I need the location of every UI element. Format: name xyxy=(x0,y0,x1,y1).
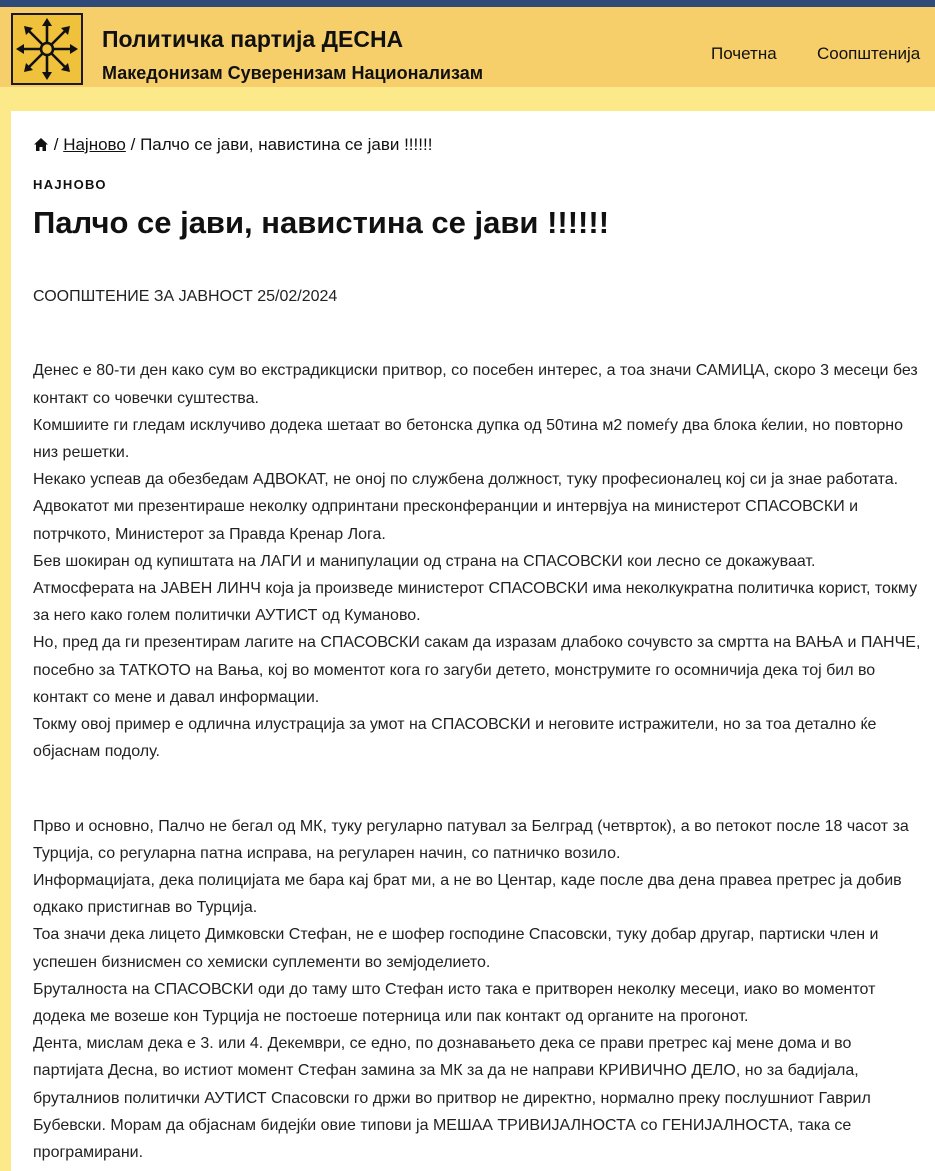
article-category[interactable]: НАЈНОВО xyxy=(33,177,107,192)
breadcrumb-separator: / xyxy=(130,135,136,154)
article-paragraph: Комшиите ги гледам исклучиво додека шетаат во бетонска дупка од 50тина м2 помеѓу два блока ќелии, но повторно низ решетки. xyxy=(33,416,903,461)
article-paragraph: Некако успеав да обезбедам АДВОКАТ, не оној по службена должност, туку професионалец кој си ја знае работата. xyxy=(33,471,899,489)
article-paragraph: Но, пред да ги презентирам лагите на СПАСОВСКИ сакам да изразам длабоко сочувсто за смртта на ВАЊА и ПАНЧЕ, посебно за ТАТКОТО на Вања, кој во моментот кога го загуби детето, монструмите го осомничија дека тој бил во контакт со мене и давал информации. xyxy=(33,634,921,706)
site-header xyxy=(0,7,935,87)
article-paragraph: Дента, мислам дека е 3. или 4. Декември, се едно, по дознавањето дека се прави претрес кај мене дома и во партијата Десна, во истиот момент Стефан замина за МК за да не направи КРИВИЧНО ДЕЛО, но за бадијала, бруталниов политички АУТИСТ Спасовски го држи во притвор не директно, нормално преку послушниот Гаврил Бубевски. Морам да објаснам бидејќи овие типови ја МЕШАА ТРИВИЈАЛНОСТА со ГЕНИЈАЛНОСТА, така се програмирани. xyxy=(33,1035,871,1162)
home-icon[interactable] xyxy=(33,137,49,157)
article-intro: СООПШТЕНИЕ ЗА ЈАВНОСТ 25/02/2024 xyxy=(33,288,338,305)
article-body xyxy=(33,283,923,1166)
top-accent-bar xyxy=(0,0,935,7)
article-paragraph: Бруталноста на СПАСОВСКИ оди до таму што Стефан исто така е притворен неколку месеци, иако во моментот додека ме возеше кон Турција не постоеше потерница или пак контакт од органите на прогонот. xyxy=(33,980,876,1026)
article-paragraph: Адвокатот ми презентираше неколку одпринтани пресконферанции и интервјуа на министерот СПАСОВСКИ и потрчкото, Министерот за Правда Кренар Лога. xyxy=(33,498,859,543)
article-paragraph: Токму овој пример е одлична илустрација за умот на СПАСОВСКИ и неговите истражители, но за тоа детално ќе објаснам подолу. xyxy=(33,716,877,761)
breadcrumb-current: Палчо се јави, навистина се јави !!!!!! xyxy=(140,135,433,154)
nav-announcements-link[interactable]: Соопштенија xyxy=(817,44,921,63)
article-paragraph: Тоа значи дека лицето Димковски Стефан, не е шофер господине Спасовски, туку добар другар, партиски член и успешен бизнисмен со хемиски суплементи во земјоделието. xyxy=(33,926,879,971)
breadcrumb-category-link[interactable]: Најново xyxy=(63,135,126,154)
article-paragraph: Бев шокиран од купиштата на ЛАГИ и манипулации од страна на СПАСОВСКИ кои лесно се докажуваат. xyxy=(33,552,816,570)
article-paragraph: Прво и основно, Палчо не бегал од МК, туку регуларно патувал за Белград (четврток), а во петокот после 18 часот за Турција, со регуларна патна исправа, на регуларен начин, со патничко возило. xyxy=(33,817,909,862)
breadcrumb xyxy=(33,135,432,157)
site-title[interactable]: Политичка партија ДЕСНА xyxy=(102,26,404,52)
article-paragraph: Информацијата, дека полицијата ме бара кај брат ми, а не во Центар, каде после два дена правеа претрес ја добив одкако пристигнав во Турција. xyxy=(33,872,902,917)
site-logo[interactable] xyxy=(11,13,83,85)
article-title: Палчо се јави, навистина се јави !!!!!! xyxy=(33,205,610,240)
breadcrumb-separator: / xyxy=(53,135,59,154)
site-tagline: Македонизам Суверенизам Национализам xyxy=(102,63,484,83)
article-paragraph: Денес е 80-ти ден како сум во екстрадикциски притвор, со посебен интерес, а тоа значи САМИЦА, скоро 3 месеци без контакт со човечки суштества. xyxy=(33,362,918,407)
article-paragraph: Атмосферата на ЈАВЕН ЛИНЧ која ја произведе министерот СПАСОВСКИ има неколкукратна политичка корист, токму за него како голем политички АУТИСТ од Куманово. xyxy=(33,580,918,625)
article-container xyxy=(11,111,935,1171)
chaos-star-arrows-icon xyxy=(13,15,81,83)
nav-home-link[interactable]: Почетна xyxy=(711,44,777,63)
